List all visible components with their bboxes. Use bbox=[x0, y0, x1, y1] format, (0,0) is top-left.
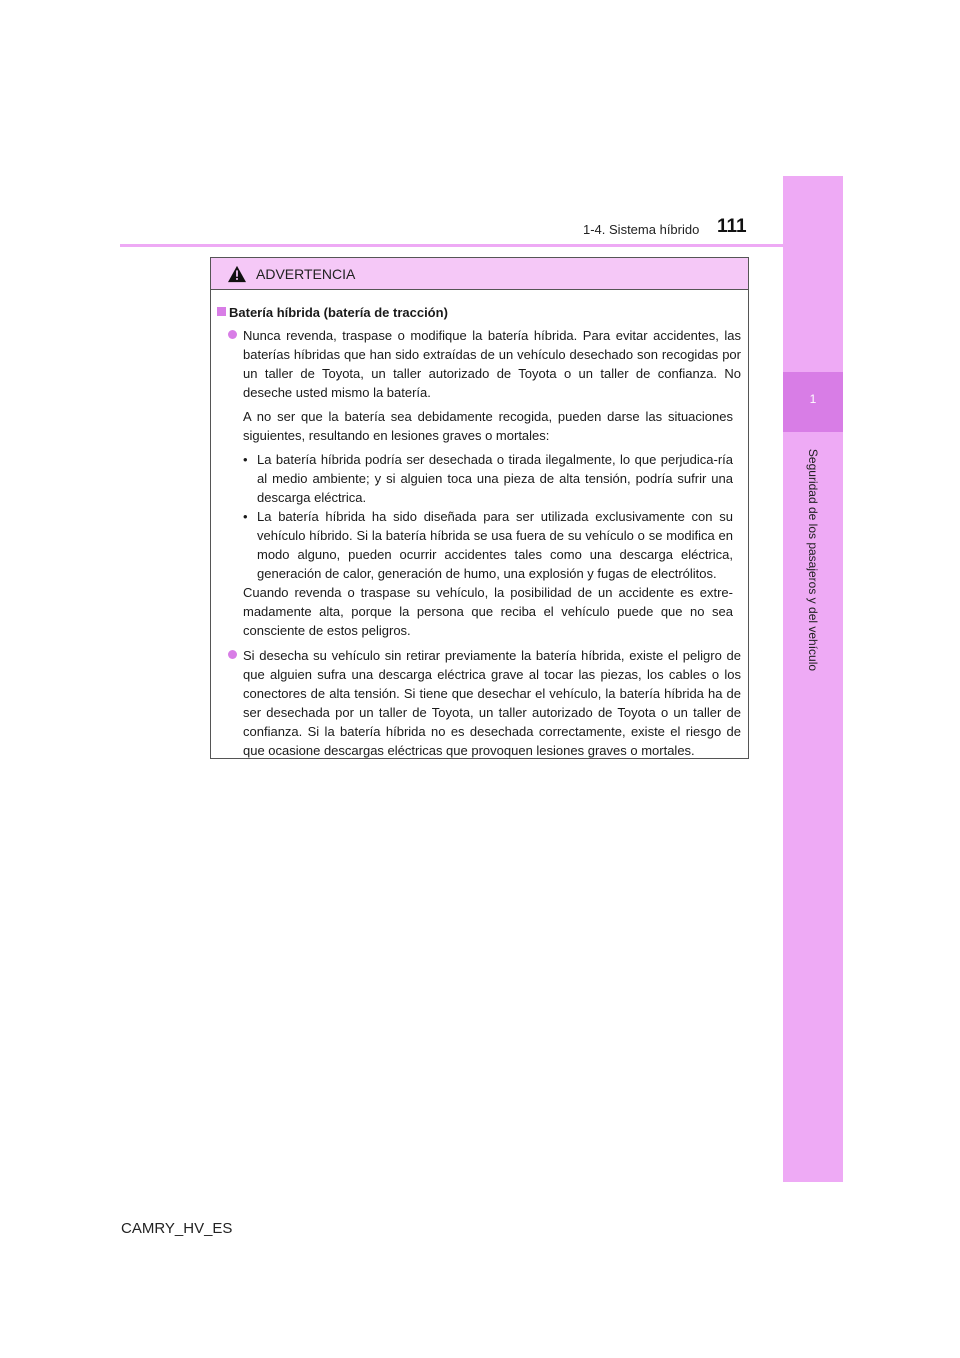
page-number: 111 bbox=[717, 216, 747, 237]
chapter-number: 1 bbox=[809, 392, 817, 406]
square-bullet-icon bbox=[217, 307, 226, 316]
warning-header bbox=[211, 258, 748, 290]
section-title: 1-4. Sistema híbrido bbox=[583, 222, 700, 237]
sub-bullet: • bbox=[243, 452, 248, 467]
paragraph: Cuando revenda o traspase su vehículo, la posibilidad de un accidente es extre-madamente alta, porque la persona que reciba el vehículo puede que no sea consciente de estos peligros. bbox=[243, 585, 733, 638]
warning-box bbox=[210, 257, 749, 759]
header-rule bbox=[120, 244, 783, 247]
warning-heading-text: Batería híbrida (batería de tracción) bbox=[229, 305, 448, 320]
circle-bullet-icon bbox=[228, 650, 237, 659]
list-item-text: Si desecha su vehículo sin retirar previamente la batería híbrida, existe el peligro de que alguien sufra una descarga eléctrica grave al tocar las piezas, los cables o los conectores de alta tensión. Si tiene que desechar el vehículo, la batería híbrida ha de ser desechada por un taller de Toyota, un taller autorizado de Toyota o un taller de confianza. Si la batería híbrida no es desechada correctamente, existe el riesgo de que ocasione descargas eléctricas que provoquen lesiones graves o mortales. bbox=[243, 648, 741, 758]
list-item-text: Nunca revenda, traspase o modifique la batería híbrida. Para evitar accidentes, las baterías híbridas que han sido extraídas de un vehículo desechado son recogidas por un taller de Toyota, un taller autorizado de Toyota o un taller de confianza. No deseche usted mismo la batería. bbox=[243, 328, 741, 400]
sub-list-item-text: La batería híbrida podría ser desechada o tirada ilegalmente, lo que perjudica-ría al medio ambiente; y si alguien toca una pieza de alta tensión, podría sufrir una descarga eléctrica. bbox=[257, 452, 733, 505]
warning-title: ADVERTENCIA bbox=[256, 265, 356, 282]
sub-list-item bbox=[217, 507, 741, 583]
sub-list-item bbox=[217, 450, 741, 507]
sub-list-item-text: La batería híbrida ha sido diseñada para ser utilizada exclusivamente con su vehículo híbrido. Si la batería híbrida se usa fuera de su vehículo o se modifica en modo alguno, pueden ocurrir accidentes tales como una descarga eléctrica, generación de calor, generación de humo, una explosión y fugas de electrólitos. bbox=[257, 509, 733, 581]
sub-bullet: • bbox=[243, 509, 248, 524]
document-code: CAMRY_HV_ES bbox=[121, 1220, 233, 1237]
circle-bullet-icon bbox=[228, 330, 237, 339]
list-item bbox=[217, 646, 741, 760]
paragraph: A no ser que la batería sea debidamente recogida, pueden darse las situaciones siguientes, resultando en lesiones graves o mortales: bbox=[243, 409, 733, 443]
chapter-label: Seguridad de los pasajeros y del vehículo bbox=[806, 448, 820, 672]
warning-triangle-icon bbox=[228, 265, 246, 283]
warning-heading bbox=[217, 303, 741, 322]
warning-body bbox=[211, 290, 748, 760]
list-item bbox=[217, 326, 741, 402]
